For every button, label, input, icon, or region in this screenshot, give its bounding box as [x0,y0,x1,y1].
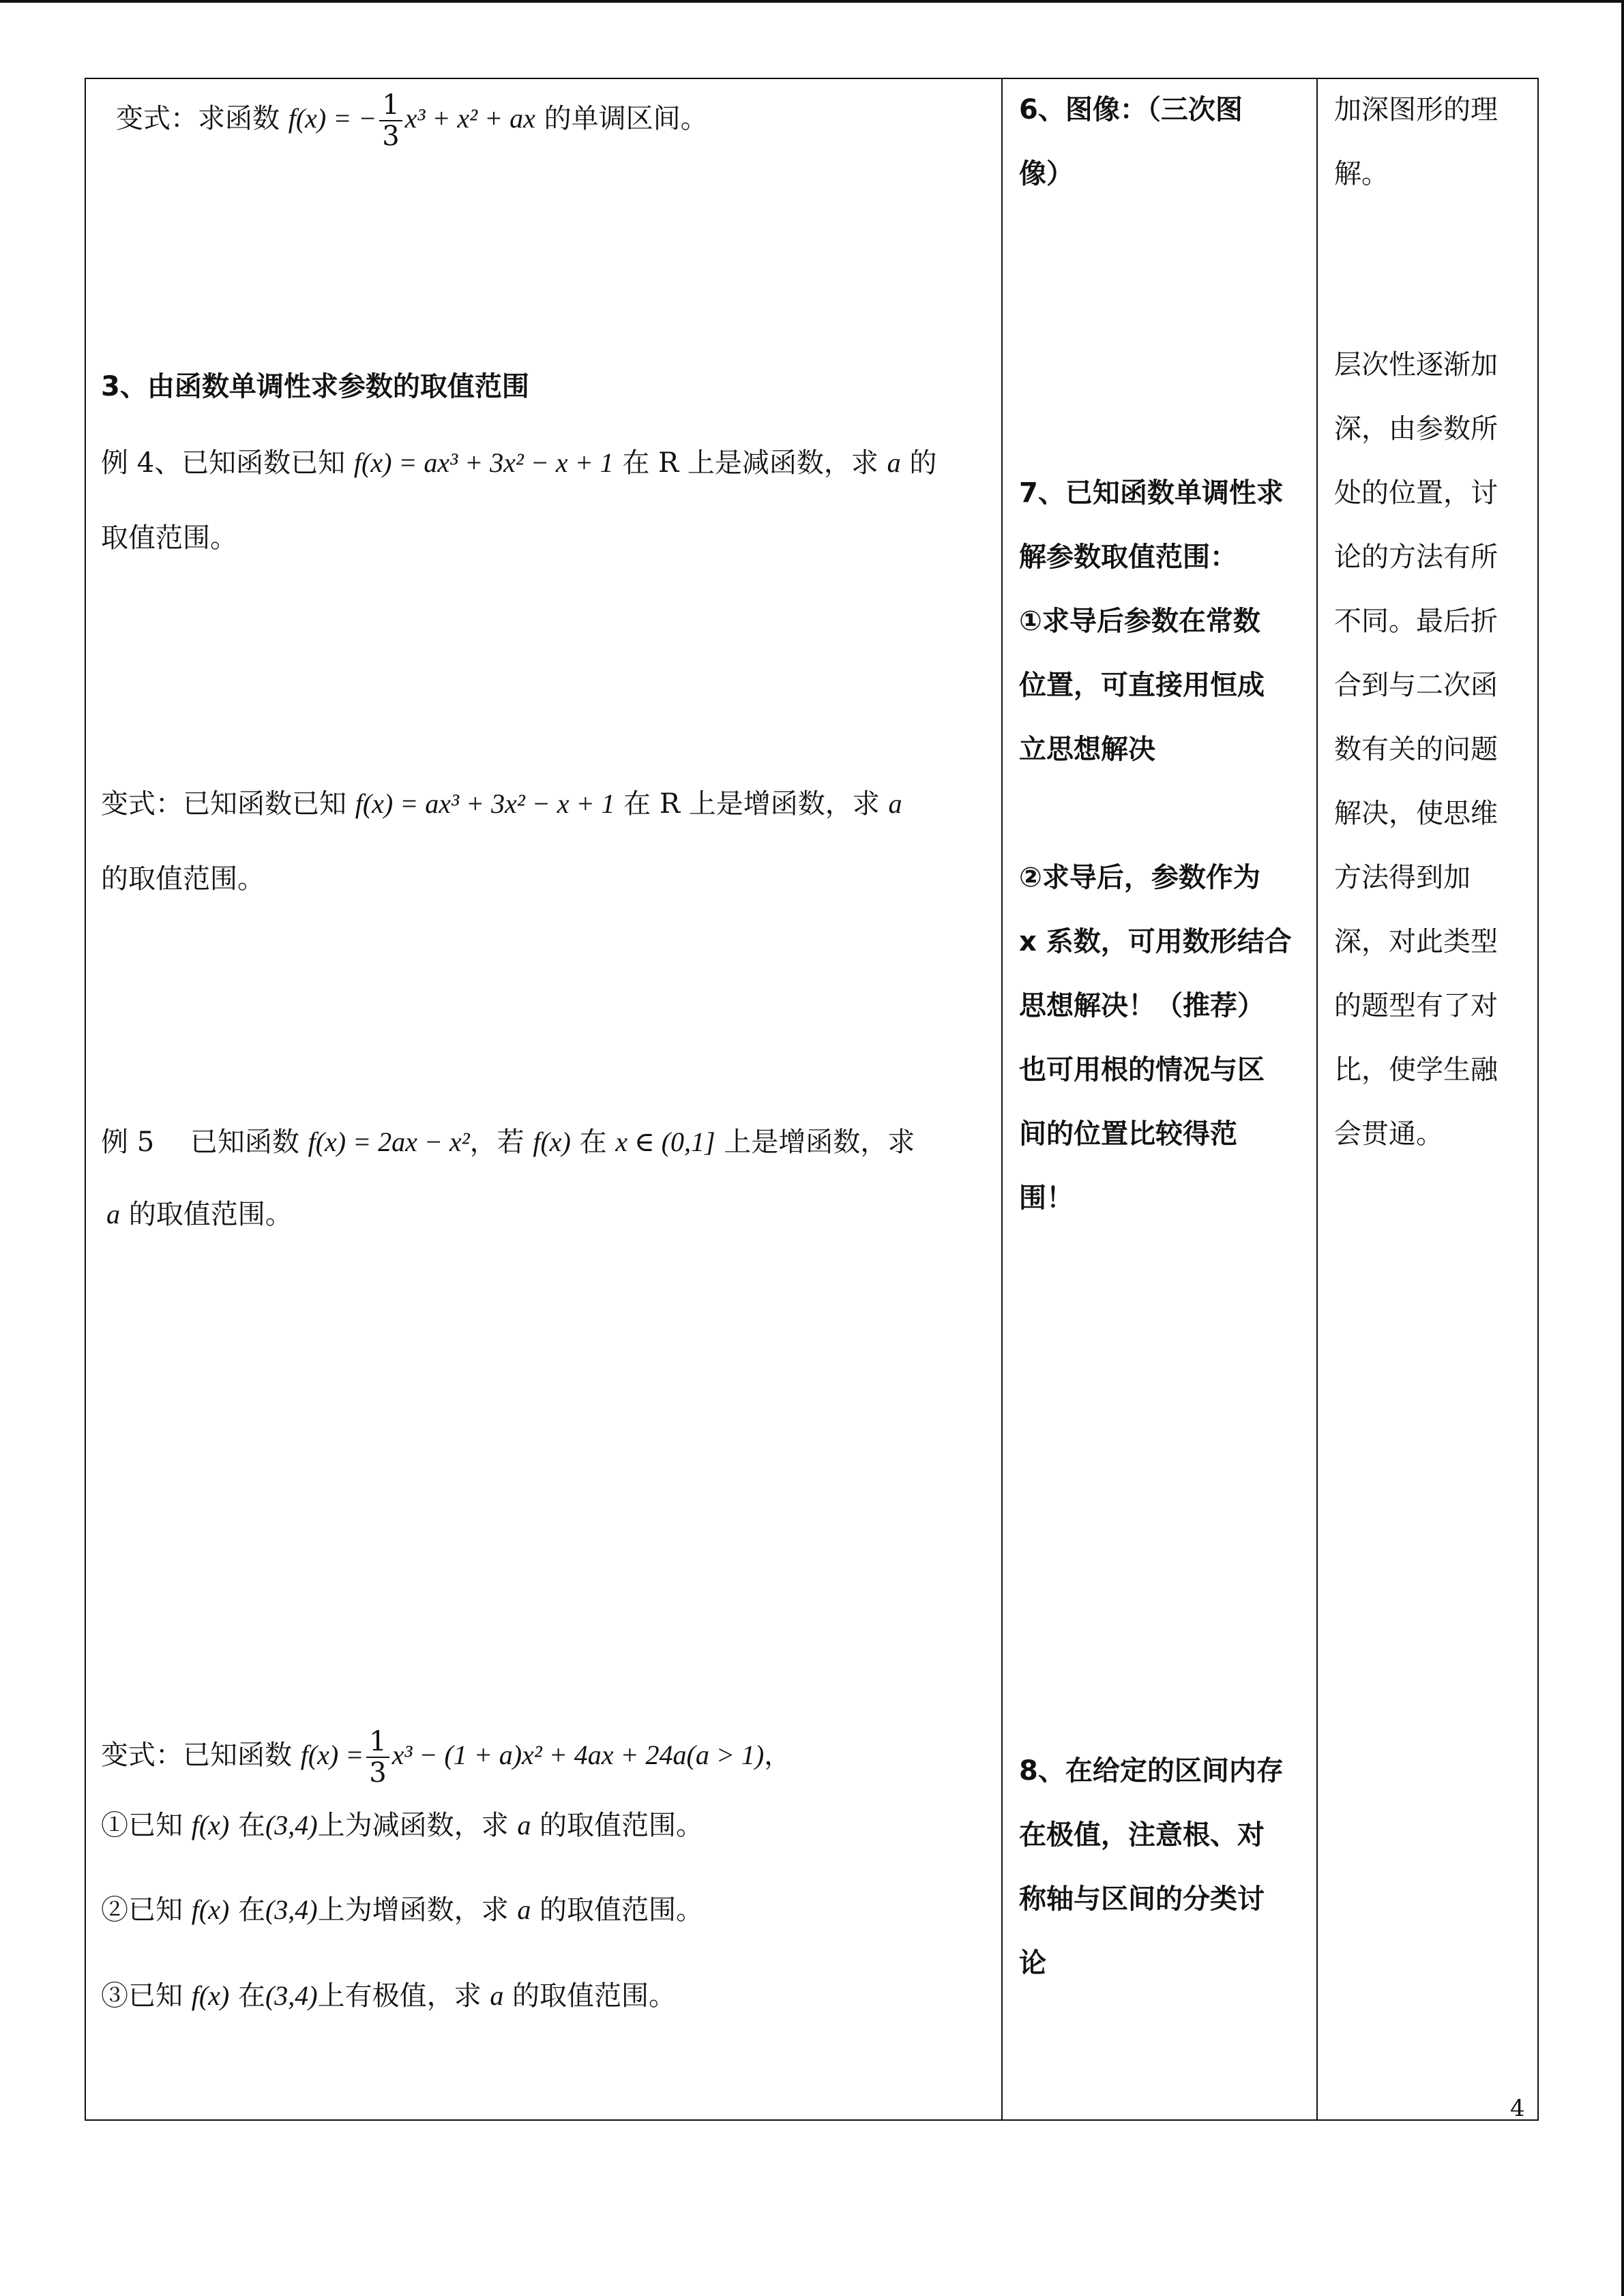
note-2-line9: 方法得到加 [1334,862,1471,893]
item-7-line1: 7、已知函数单调性求 [1019,477,1284,509]
example-5-line2: a 的取值范围。 [106,1199,293,1230]
item-7-line4: 位置，可直接用恒成 [1019,670,1265,701]
fraction: $\frac{1}{3}$ [366,1727,389,1788]
variant-3-item-2: ②已知 f(x) 在(3,4)上为增函数，求 a 的取值范围。 [101,1894,704,1926]
item-7-line12: 围！ [1019,1182,1074,1214]
note-2-line11: 的题型有了对 [1334,990,1498,1022]
variant-3-item-3: ③已知 f(x) 在(3,4)上有极值，求 a 的取值范围。 [101,1980,677,2012]
content-column [86,79,1001,2119]
item-8-line1: 8、在给定的区间内存 [1019,1755,1284,1787]
note-2-line10: 深，对此类型 [1334,926,1498,957]
item-7-line10: 也可用根的情况与区 [1019,1054,1265,1086]
page-top-border [0,0,1624,3]
item-6-line1: 6、图像：（三次图 [1019,94,1243,125]
note-1-line1: 加深图形的理 [1334,94,1498,125]
item-7-line7: ②求导后，参数作为 [1019,862,1260,893]
page-number: 4 [1510,2095,1525,2122]
note-2-line8: 解决，使思维 [1334,798,1498,829]
fraction: $\frac{1}{3}$ [379,90,402,151]
note-2-line3: 处的位置，讨 [1334,477,1498,509]
variant-2-line1: 变式：已知函数已知 f(x) = ax³ + 3x² − x + 1 在 R 上是增函数，求 a [101,788,902,820]
note-2-line7: 数有关的问题 [1334,734,1498,765]
item-6-line2: 像） [1019,158,1074,190]
variant-3-item-1: ①已知 f(x) 在(3,4)上为减函数，求 a 的取值范围。 [101,1810,704,1841]
note-2-line1: 层次性逐渐加 [1334,349,1498,381]
item-8-line3: 称轴与区间的分类讨 [1019,1883,1265,1915]
item-8-line4: 论 [1019,1948,1046,1979]
item-7-line9: 思想解决！（推荐） [1019,990,1265,1022]
variant-3-line1: 变式：已知函数 f(x) = $\frac{1}{3}$ x³ − (1 + a)x² + 4ax + 24a(a > 1)， [101,1726,792,1789]
key-points-column [1003,79,1316,2119]
item-8-line2: 在极值，注意根、对 [1019,1819,1265,1851]
example-4-line2: 取值范围。 [101,522,237,554]
page-right-border [1621,0,1624,2296]
example-5-line1: 例 5 已知函数 f(x) = 2ax − x²，若 f(x) 在 x ∈ (0,1] 上是增函数，求 [101,1127,915,1158]
note-2-line2: 深，由参数所 [1334,413,1498,445]
item-7-line8: x 系数，可用数形结合 [1019,926,1292,957]
notes-column [1318,79,1539,2119]
note-2-line6: 合到与二次函 [1334,670,1498,701]
note-2-line12: 比，使学生融 [1334,1054,1498,1086]
note-1-line2: 解。 [1334,158,1389,190]
note-2-line5: 不同。最后折 [1334,606,1498,637]
item-7-line11: 间的位置比较得范 [1019,1118,1237,1150]
variant-1: 变式：求函数 f(x) = − $\frac{1}{3}$ x³ + x² + ax 的单调区间。 [116,89,708,152]
variant-2-line2: 的取值范围。 [101,863,265,895]
example-4-line1: 例 4、已知函数已知 f(x) = ax³ + 3x² − x + 1 在 R 上是减函数，求 a 的 [101,447,937,479]
note-2-line13: 会贯通。 [1334,1118,1443,1150]
lesson-table [85,78,1539,2121]
note-2-line4: 论的方法有所 [1334,541,1498,573]
section-3-heading: 3、由函数单调性求参数的取值范围 [101,371,529,402]
item-7-line3: ①求导后参数在常数 [1019,606,1260,637]
item-7-line2: 解参数取值范围： [1019,541,1237,573]
item-7-line5: 立思想解决 [1019,734,1155,765]
